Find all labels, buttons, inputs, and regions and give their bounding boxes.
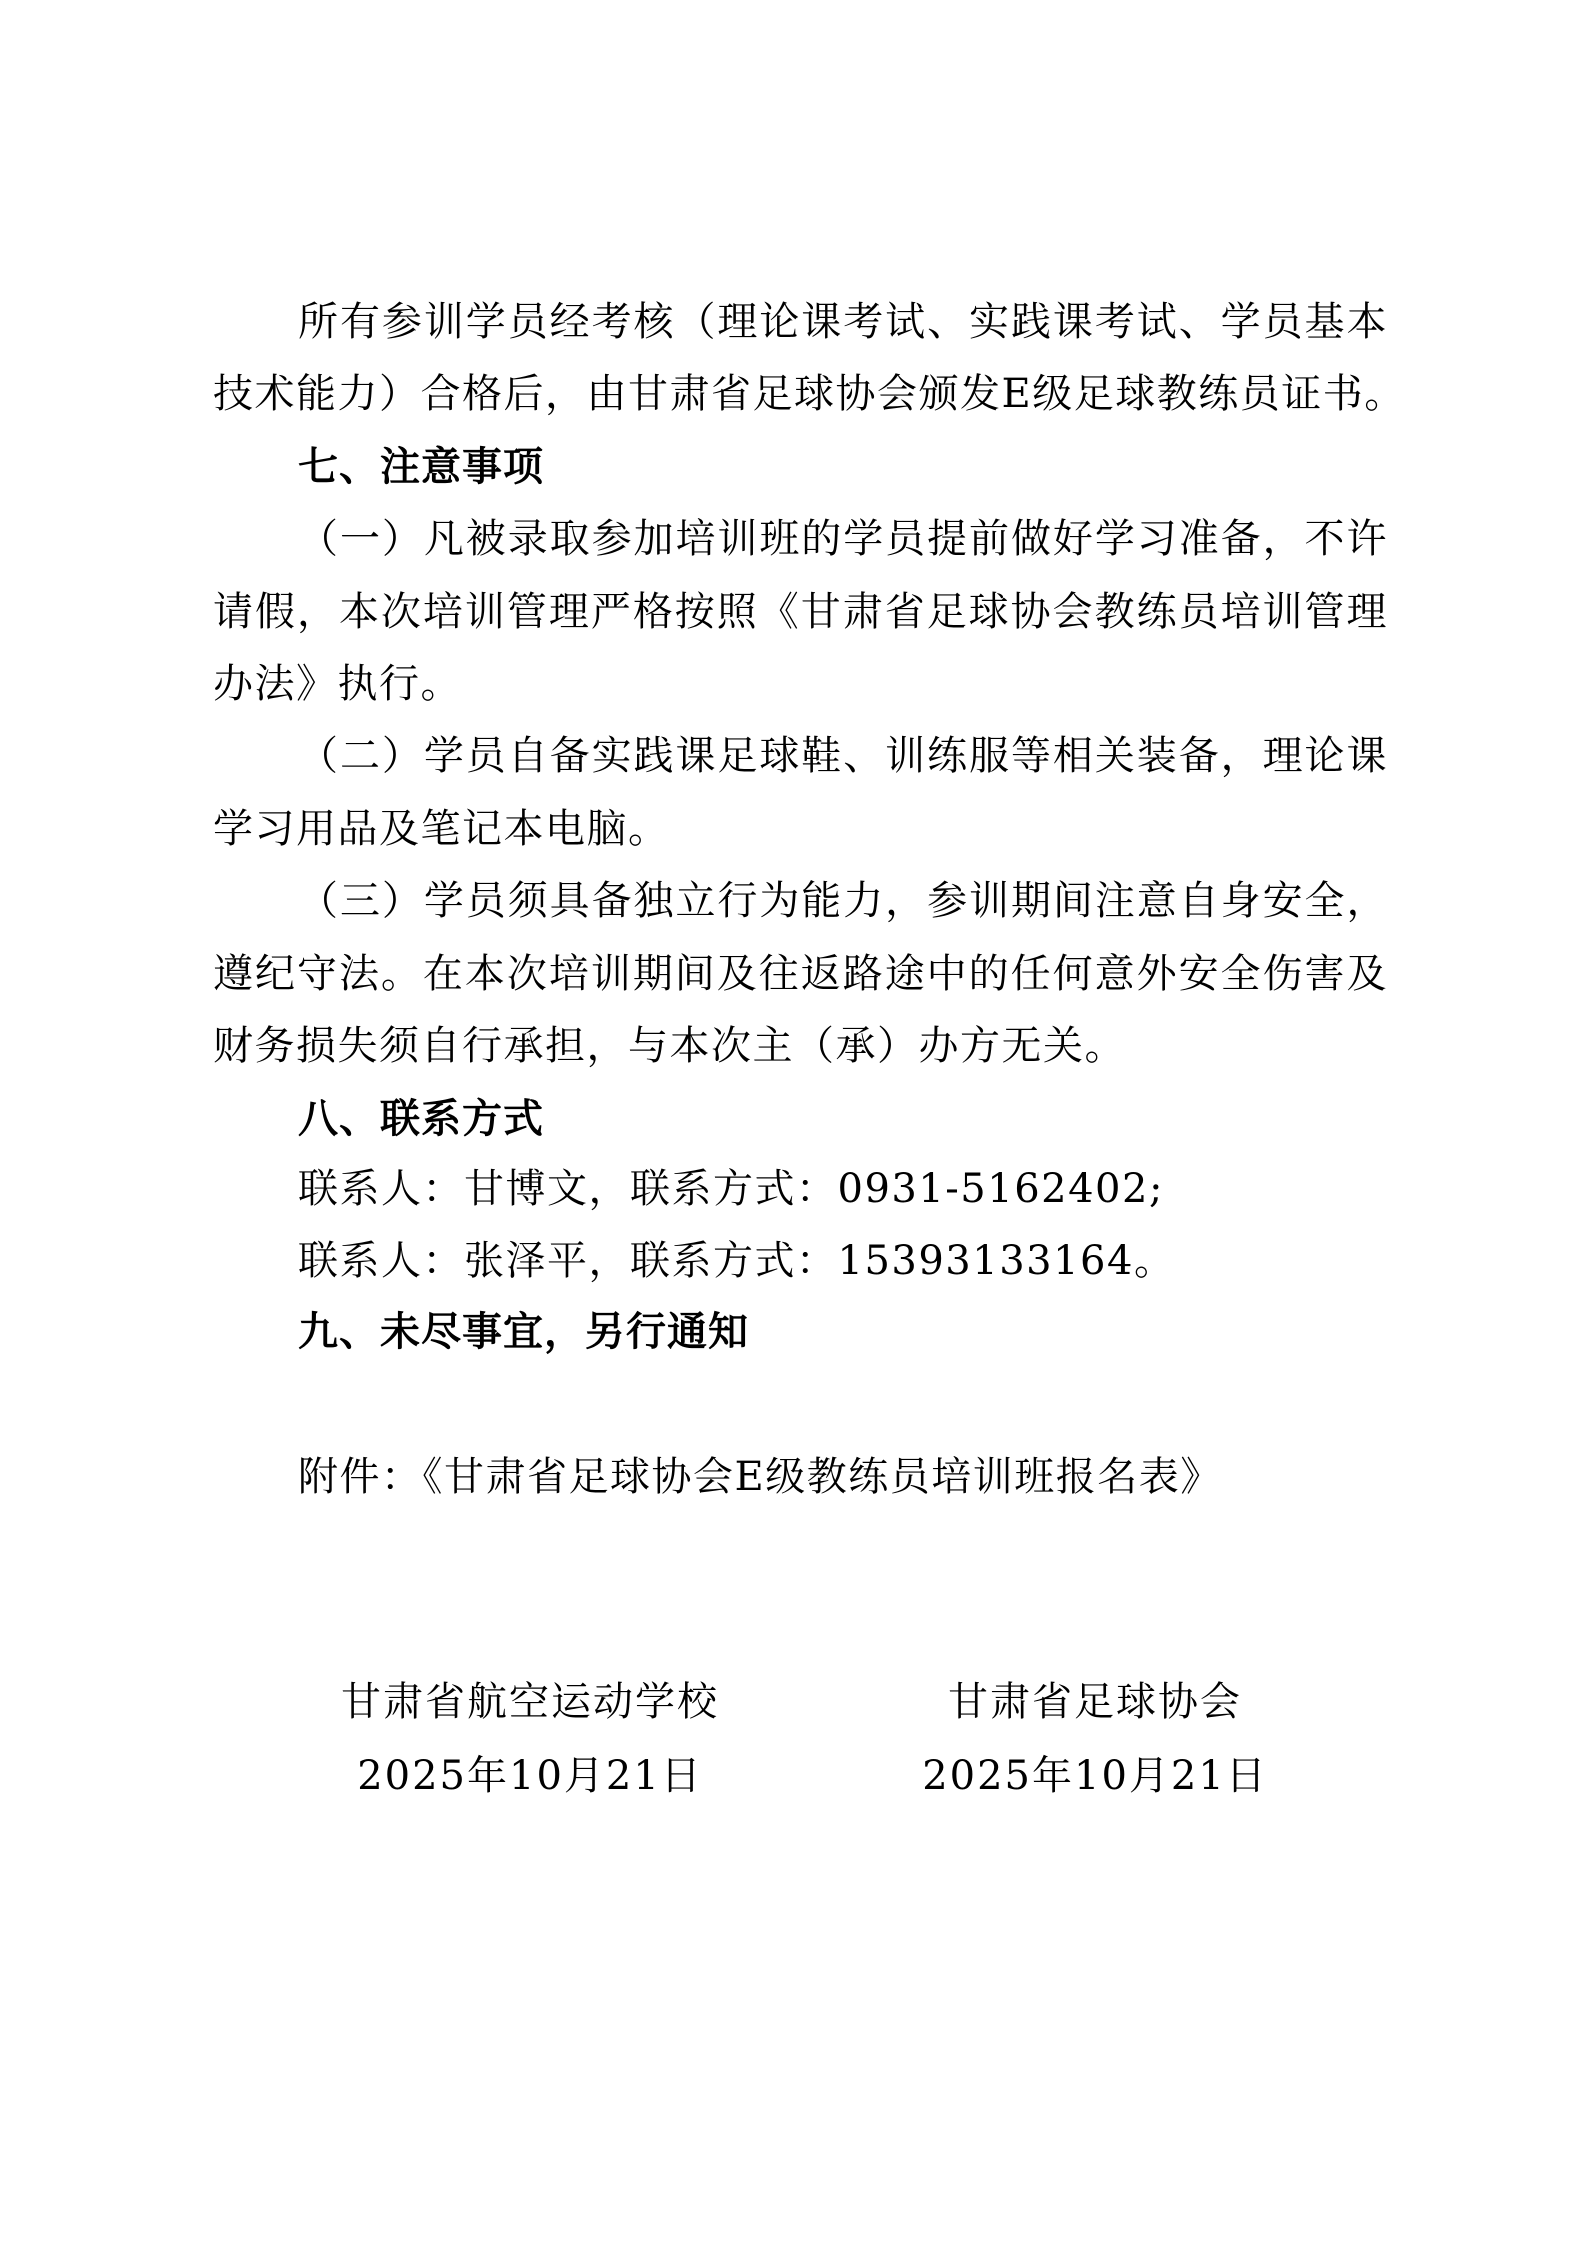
signature-org-right: 甘肃省足球协会 [948,1679,1242,1725]
signature-date-right: 2025年10月21日 [922,1753,1268,1799]
notes-item-1-line-1: （一）凡被录取参加培训班的学员提前做好学习准备，不许 [298,516,1388,562]
contact-line-1: 联系人：甘博文，联系方式：0931-5162402; [298,1166,1164,1212]
notes-item-2-line-2: 学习用品及笔记本电脑。 [213,806,670,852]
notes-item-2-line-1: （二）学员自备实践课足球鞋、训练服等相关装备，理论课 [298,733,1388,779]
section-heading-misc: 九、未尽事宜，另行通知 [298,1309,749,1355]
notes-item-3-line-2: 遵纪守法。在本次培训期间及往返路途中的任何意外安全伤害及 [213,951,1388,997]
attachment-line: 附件：《甘肃省足球协会E级教练员培训班报名表》 [298,1454,1222,1500]
notes-item-3-line-1: （三）学员须具备独立行为能力，参训期间注意自身安全， [298,878,1388,924]
paragraph-assessment-line-1: 所有参训学员经考核（理论课考试、实践课考试、学员基本 [298,299,1388,345]
signature-date-left: 2025年10月21日 [357,1753,703,1799]
paragraph-assessment-line-2: 技术能力）合格后，由甘肃省足球协会颁发E级足球教练员证书。 [213,371,1406,417]
notes-item-1-line-3: 办法》执行。 [213,661,462,707]
notes-item-1-line-2: 请假，本次培训管理严格按照《甘肃省足球协会教练员培训管理 [213,589,1388,635]
contact-line-2: 联系人：张泽平，联系方式：15393133164。 [298,1238,1176,1284]
section-heading-notes: 七、注意事项 [298,444,544,490]
notes-item-3-line-3: 财务损失须自行承担，与本次主（承）办方无关。 [213,1023,1126,1069]
section-heading-contact: 八、联系方式 [298,1096,544,1142]
signature-org-left: 甘肃省航空运动学校 [341,1679,719,1725]
